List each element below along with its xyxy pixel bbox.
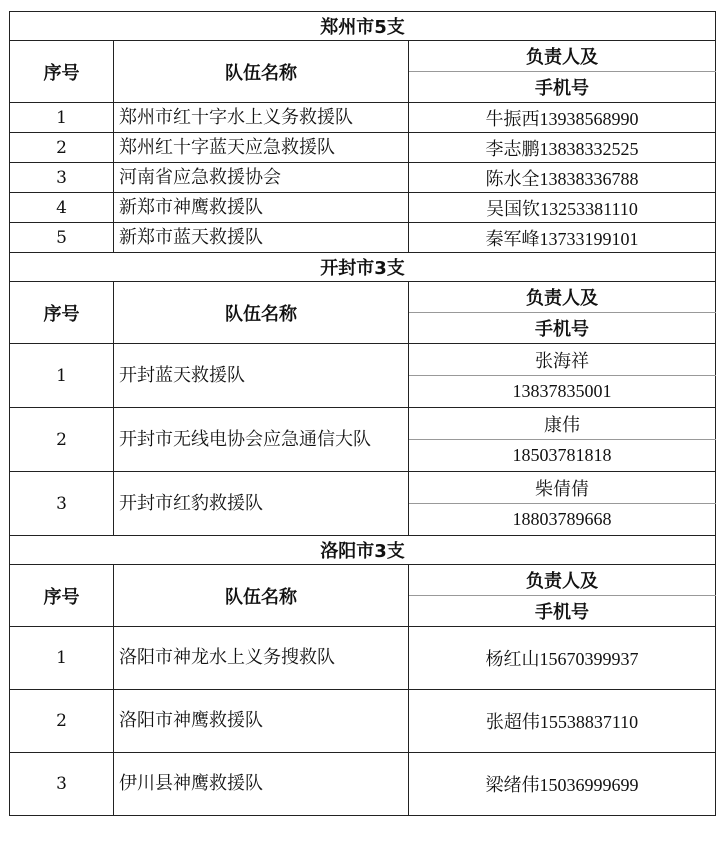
row-seq: 2 (10, 690, 114, 753)
row-contact-phone: 18803789668 (409, 504, 716, 536)
row-contact: 牛振西13938568990 (409, 103, 716, 133)
row-team-name: 洛阳市神龙水上义务搜救队 (114, 627, 409, 690)
column-header-team-name: 队伍名称 (114, 565, 409, 627)
rescue-team-sheet (9, 11, 715, 816)
table-row (10, 223, 716, 253)
row-team-name: 伊川县神鹰救援队 (114, 753, 409, 816)
row-contact: 秦军峰13733199101 (409, 223, 716, 253)
row-contact: 杨红山15670399937 (409, 627, 716, 690)
section-title-zhengzhou: 郑州市5支 (10, 12, 716, 41)
column-header-seq: 序号 (10, 282, 114, 344)
row-team-name: 开封蓝天救援队 (114, 344, 409, 408)
row-contact-phone: 18503781818 (409, 440, 716, 472)
row-contact: 李志鹏13838332525 (409, 133, 716, 163)
row-seq: 1 (10, 344, 114, 408)
column-header-contact-line1: 负责人及 (409, 41, 716, 72)
row-team-name: 洛阳市神鹰救援队 (114, 690, 409, 753)
row-contact-name: 康伟 (409, 408, 716, 440)
row-team-name: 郑州红十字蓝天应急救援队 (114, 133, 409, 163)
row-seq: 3 (10, 472, 114, 536)
table-row (10, 344, 716, 376)
row-seq: 2 (10, 133, 114, 163)
table-row (10, 690, 716, 753)
table-row (10, 408, 716, 440)
column-header-team-name: 队伍名称 (114, 41, 409, 103)
row-contact: 梁绪伟15036999699 (409, 753, 716, 816)
section-title-kaifeng: 开封市3支 (10, 253, 716, 282)
column-header-contact-line1: 负责人及 (409, 282, 716, 313)
row-contact: 陈水全13838336788 (409, 163, 716, 193)
row-team-name: 新郑市蓝天救援队 (114, 223, 409, 253)
row-team-name: 开封市红豹救援队 (114, 472, 409, 536)
row-seq: 3 (10, 753, 114, 816)
rescue-team-table (9, 11, 716, 816)
table-row (10, 133, 716, 163)
row-team-name: 开封市无线电协会应急通信大队 (114, 408, 409, 472)
column-header-contact-line2: 手机号 (409, 596, 716, 627)
row-seq: 5 (10, 223, 114, 253)
column-header-seq: 序号 (10, 41, 114, 103)
row-team-name: 河南省应急救援协会 (114, 163, 409, 193)
column-header-seq: 序号 (10, 565, 114, 627)
column-header-team-name: 队伍名称 (114, 282, 409, 344)
column-header-contact-line2: 手机号 (409, 313, 716, 344)
table-row (10, 193, 716, 223)
row-seq: 3 (10, 163, 114, 193)
row-seq: 1 (10, 627, 114, 690)
row-contact: 张超伟15538837110 (409, 690, 716, 753)
section-title-luoyang: 洛阳市3支 (10, 536, 716, 565)
table-row (10, 753, 716, 816)
column-header-contact-line1: 负责人及 (409, 565, 716, 596)
row-contact-phone: 13837835001 (409, 376, 716, 408)
row-seq: 4 (10, 193, 114, 223)
row-contact-name: 柴倩倩 (409, 472, 716, 504)
table-row (10, 103, 716, 133)
table-row (10, 627, 716, 690)
row-seq: 2 (10, 408, 114, 472)
row-team-name: 新郑市神鹰救援队 (114, 193, 409, 223)
table-row (10, 472, 716, 504)
table-row (10, 163, 716, 193)
row-team-name: 郑州市红十字水上义务救援队 (114, 103, 409, 133)
row-seq: 1 (10, 103, 114, 133)
row-contact: 吴国钦13253381110 (409, 193, 716, 223)
column-header-contact-line2: 手机号 (409, 72, 716, 103)
row-contact-name: 张海祥 (409, 344, 716, 376)
